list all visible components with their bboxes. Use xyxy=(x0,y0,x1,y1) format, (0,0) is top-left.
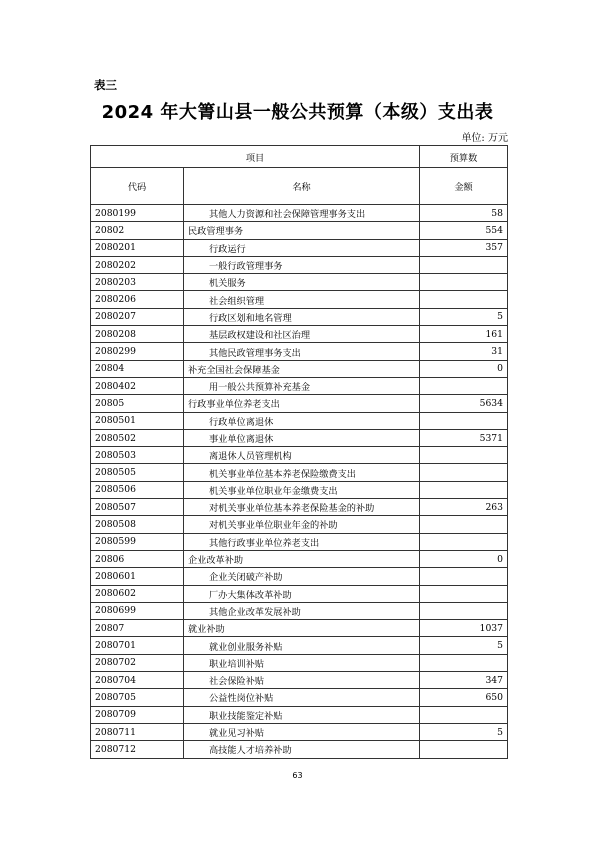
table-row xyxy=(91,464,508,481)
page-number: 63 xyxy=(292,771,303,780)
row-name: 一般行政管理事务 xyxy=(184,256,420,273)
row-code: 2080503 xyxy=(91,447,184,464)
row-code: 20804 xyxy=(91,360,184,377)
row-name: 社会组织管理 xyxy=(184,291,420,308)
row-name: 职业技能鉴定补贴 xyxy=(184,706,420,723)
table-row xyxy=(91,205,508,222)
table-row xyxy=(91,654,508,671)
header-budget: 预算数 xyxy=(420,146,508,168)
table-row xyxy=(91,291,508,308)
table-row xyxy=(91,447,508,464)
row-code: 2080709 xyxy=(91,706,184,723)
row-amount: 31 xyxy=(420,343,508,360)
row-amount xyxy=(420,516,508,533)
table-row xyxy=(91,326,508,343)
row-code: 2080207 xyxy=(91,308,184,325)
table-row xyxy=(91,239,508,256)
table-row xyxy=(91,256,508,273)
row-amount xyxy=(420,706,508,723)
row-code: 2080704 xyxy=(91,672,184,689)
row-name: 企业关闭破产补助 xyxy=(184,568,420,585)
row-name: 其他人力资源和社会保障管理事务支出 xyxy=(184,205,420,222)
row-amount xyxy=(420,533,508,550)
table-row xyxy=(91,516,508,533)
table-row xyxy=(91,429,508,446)
row-amount: 5634 xyxy=(420,395,508,412)
row-amount xyxy=(420,654,508,671)
row-name: 行政单位离退休 xyxy=(184,412,420,429)
row-amount: 347 xyxy=(420,672,508,689)
row-code: 2080505 xyxy=(91,464,184,481)
row-name: 离退休人员管理机构 xyxy=(184,447,420,464)
row-amount xyxy=(420,741,508,758)
row-name: 补充全国社会保障基金 xyxy=(184,360,420,377)
row-amount xyxy=(420,377,508,394)
row-code: 20802 xyxy=(91,222,184,239)
table-row xyxy=(91,602,508,619)
row-name: 对机关事业单位职业年金的补助 xyxy=(184,516,420,533)
table-row xyxy=(91,689,508,706)
row-amount xyxy=(420,585,508,602)
row-name: 高技能人才培养补助 xyxy=(184,741,420,758)
row-name: 机关服务 xyxy=(184,274,420,291)
table-row xyxy=(91,550,508,567)
row-amount: 554 xyxy=(420,222,508,239)
row-name: 其他企业改革发展补助 xyxy=(184,602,420,619)
row-amount: 0 xyxy=(420,360,508,377)
row-amount: 1037 xyxy=(420,620,508,637)
row-name: 行政区划和地名管理 xyxy=(184,308,420,325)
table-row xyxy=(91,377,508,394)
row-code: 2080601 xyxy=(91,568,184,585)
row-code: 2080208 xyxy=(91,326,184,343)
row-amount: 161 xyxy=(420,326,508,343)
table-row xyxy=(91,343,508,360)
row-code: 2080701 xyxy=(91,637,184,654)
row-amount xyxy=(420,274,508,291)
row-code: 2080711 xyxy=(91,723,184,740)
table-row xyxy=(91,706,508,723)
row-code: 2080508 xyxy=(91,516,184,533)
row-amount: 650 xyxy=(420,689,508,706)
table-row xyxy=(91,585,508,602)
row-amount xyxy=(420,602,508,619)
row-code: 2080402 xyxy=(91,377,184,394)
row-code: 2080202 xyxy=(91,256,184,273)
row-amount xyxy=(420,412,508,429)
row-name: 行政运行 xyxy=(184,239,420,256)
row-amount: 5 xyxy=(420,308,508,325)
budget-table xyxy=(90,145,508,759)
row-code: 2080702 xyxy=(91,654,184,671)
row-code: 2080201 xyxy=(91,239,184,256)
row-name: 机关事业单位职业年金缴费支出 xyxy=(184,481,420,498)
row-code: 2080705 xyxy=(91,689,184,706)
table-row xyxy=(91,274,508,291)
row-code: 2080206 xyxy=(91,291,184,308)
row-amount: 5371 xyxy=(420,429,508,446)
table-row xyxy=(91,481,508,498)
row-amount: 357 xyxy=(420,239,508,256)
row-amount: 0 xyxy=(420,550,508,567)
row-code: 2080712 xyxy=(91,741,184,758)
table-row xyxy=(91,568,508,585)
row-amount xyxy=(420,568,508,585)
table-row xyxy=(91,412,508,429)
table-row xyxy=(91,672,508,689)
row-amount xyxy=(420,447,508,464)
row-name: 其他民政管理事务支出 xyxy=(184,343,420,360)
row-name: 就业补助 xyxy=(184,620,420,637)
row-name: 企业改革补助 xyxy=(184,550,420,567)
row-code: 20806 xyxy=(91,550,184,567)
row-code: 2080502 xyxy=(91,429,184,446)
row-amount: 58 xyxy=(420,205,508,222)
row-name: 行政事业单位养老支出 xyxy=(184,395,420,412)
table-row xyxy=(91,533,508,550)
header-row-bottom xyxy=(91,168,508,205)
row-amount: 5 xyxy=(420,723,508,740)
row-name: 机关事业单位基本养老保险缴费支出 xyxy=(184,464,420,481)
row-code: 2080199 xyxy=(91,205,184,222)
row-name: 事业单位离退休 xyxy=(184,429,420,446)
row-code: 2080699 xyxy=(91,602,184,619)
table-number-label: 表三 xyxy=(94,78,117,92)
row-name: 社会保险补贴 xyxy=(184,672,420,689)
row-amount: 263 xyxy=(420,499,508,516)
header-name: 名称 xyxy=(184,168,420,205)
unit-label: 单位: 万元 xyxy=(461,133,508,144)
table-row xyxy=(91,741,508,758)
row-amount xyxy=(420,256,508,273)
row-code: 2080299 xyxy=(91,343,184,360)
row-name: 民政管理事务 xyxy=(184,222,420,239)
table-row xyxy=(91,499,508,516)
header-amount: 金额 xyxy=(420,168,508,205)
header-row-top xyxy=(91,146,508,168)
table-row xyxy=(91,723,508,740)
table-row xyxy=(91,360,508,377)
table-row xyxy=(91,620,508,637)
row-code: 2080507 xyxy=(91,499,184,516)
header-project: 项目 xyxy=(91,146,420,168)
table-row xyxy=(91,222,508,239)
row-amount: 5 xyxy=(420,637,508,654)
row-name: 职业培训补贴 xyxy=(184,654,420,671)
table-row xyxy=(91,308,508,325)
row-amount xyxy=(420,481,508,498)
page-title: 2024 年大箐山县一般公共预算（本级）支出表 xyxy=(101,102,494,123)
row-name: 对机关事业单位基本养老保险基金的补助 xyxy=(184,499,420,516)
row-amount xyxy=(420,291,508,308)
table-row xyxy=(91,395,508,412)
header-code: 代码 xyxy=(91,168,184,205)
row-code: 20807 xyxy=(91,620,184,637)
row-name: 用一般公共预算补充基金 xyxy=(184,377,420,394)
row-name: 其他行政事业单位养老支出 xyxy=(184,533,420,550)
row-code: 2080203 xyxy=(91,274,184,291)
row-name: 厂办大集体改革补助 xyxy=(184,585,420,602)
table-row xyxy=(91,637,508,654)
row-name: 就业见习补贴 xyxy=(184,723,420,740)
row-amount xyxy=(420,464,508,481)
row-name: 基层政权建设和社区治理 xyxy=(184,326,420,343)
row-code: 2080602 xyxy=(91,585,184,602)
row-name: 公益性岗位补贴 xyxy=(184,689,420,706)
row-code: 2080501 xyxy=(91,412,184,429)
table-body xyxy=(91,205,508,759)
row-code: 2080599 xyxy=(91,533,184,550)
row-code: 2080506 xyxy=(91,481,184,498)
row-name: 就业创业服务补贴 xyxy=(184,637,420,654)
row-code: 20805 xyxy=(91,395,184,412)
